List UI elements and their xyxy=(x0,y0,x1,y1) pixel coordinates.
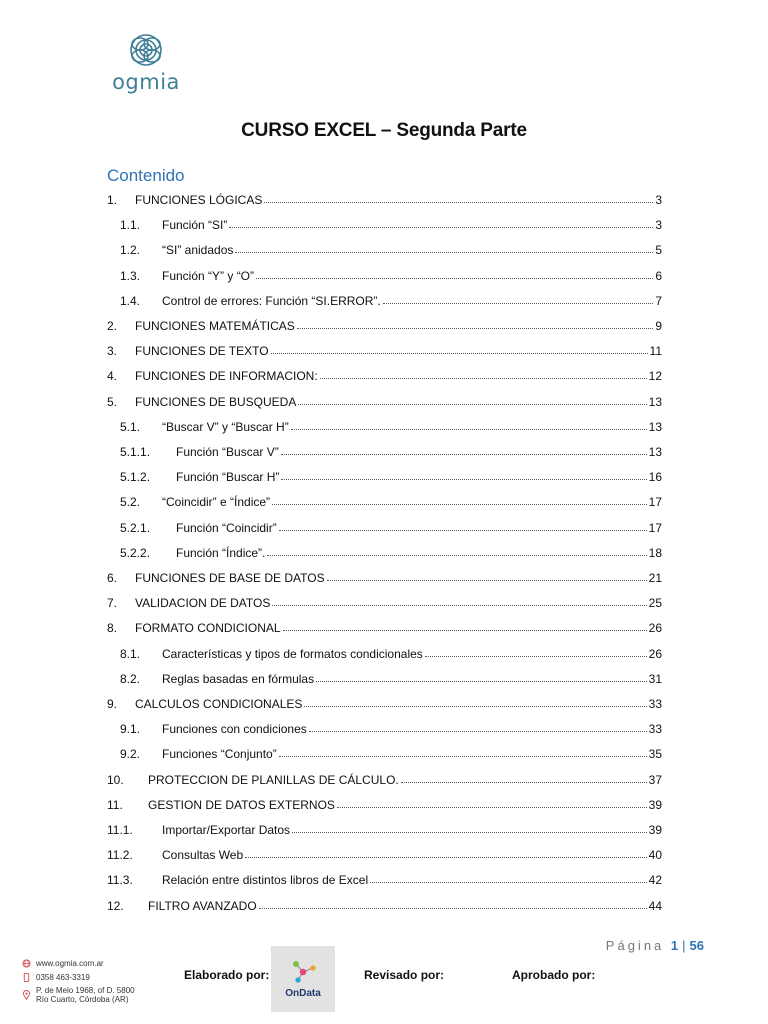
toc-entry-page: 26 xyxy=(648,646,662,661)
toc-entry-page: 31 xyxy=(648,671,662,686)
toc-entry-page: 6 xyxy=(655,268,662,283)
aprobado-label: Aprobado por: xyxy=(512,968,596,982)
toc-dot-leader xyxy=(264,202,653,203)
toc-entry-label: Características y tipos de formatos condicionales xyxy=(162,646,423,661)
toc-entry-number: 5.2. xyxy=(120,495,141,510)
toc-entry[interactable] xyxy=(120,716,662,736)
toc-entry-number: 3. xyxy=(107,344,118,359)
toc-entry-number: 5.1. xyxy=(120,419,141,434)
elaborado-label: Elaborado por: xyxy=(184,968,270,982)
toc-entry-label: “SI” anidados xyxy=(162,243,234,258)
toc-dot-leader xyxy=(259,908,647,909)
toc-dot-leader xyxy=(281,479,646,480)
toc-entry[interactable] xyxy=(120,641,662,661)
toc-dot-leader xyxy=(292,832,647,833)
toc-dot-leader xyxy=(297,328,654,329)
contact-address-line1: P. de Melo 1968, of D. 5800 xyxy=(36,986,135,995)
toc-entry-number: 9.1. xyxy=(120,722,141,737)
toc-dot-leader xyxy=(229,227,653,228)
ondata-wordmark: OnData xyxy=(285,988,321,999)
toc-entry-number: 6. xyxy=(107,571,118,585)
toc-entry-page: 5 xyxy=(655,243,662,258)
toc-entry-number: 8. xyxy=(107,621,118,636)
toc-entry-number: 1.1. xyxy=(120,218,141,233)
toc-dot-leader xyxy=(271,353,648,354)
toc-entry-number: 9. xyxy=(107,697,118,711)
toc-entry[interactable] xyxy=(120,439,662,459)
toc-entry-label: FUNCIONES DE INFORMACION: xyxy=(135,369,318,384)
ogmia-wordmark: ogmia xyxy=(112,70,180,94)
toc-entry-label: PROTECCION DE PLANILLAS DE CÁLCULO. xyxy=(148,772,399,787)
toc-entry-label: Función “Buscar H” xyxy=(176,470,280,485)
toc-entry-label: Reglas basadas en fórmulas xyxy=(162,671,315,686)
toc-entry-page: 7 xyxy=(655,293,662,308)
toc-entry-label: Función “Y” y “O” xyxy=(162,268,255,283)
toc-entry[interactable] xyxy=(107,867,662,887)
toc-entry[interactable] xyxy=(120,212,662,232)
toc-entry[interactable] xyxy=(120,741,662,761)
toc-entry-page: 35 xyxy=(648,747,662,762)
toc-entry-label: FILTRO AVANZADO xyxy=(148,898,257,913)
toc-dot-leader xyxy=(337,807,647,808)
toc-entry[interactable] xyxy=(107,893,662,913)
page-current: 1 xyxy=(670,938,679,953)
toc-entry-page: 18 xyxy=(648,545,662,560)
toc-entry-page: 3 xyxy=(655,218,662,233)
toc-entry-page: 16 xyxy=(648,470,662,485)
toc-entry-number: 5.1.1. xyxy=(120,445,151,459)
toc-entry-number: 5.2.2. xyxy=(120,545,151,560)
toc-entry-number: 2. xyxy=(107,319,118,333)
toc-entry-page: 25 xyxy=(648,596,662,611)
toc-dot-leader xyxy=(298,404,646,405)
toc-entry-number: 1.4. xyxy=(120,293,141,308)
toc-dot-leader xyxy=(245,857,646,858)
location-pin-icon xyxy=(22,991,31,1000)
toc-entry[interactable] xyxy=(120,288,662,308)
toc-entry-page: 26 xyxy=(648,621,662,636)
toc-entry-page: 3 xyxy=(655,193,662,207)
toc-entry[interactable] xyxy=(120,666,662,686)
ondata-logo xyxy=(271,946,335,1012)
ogmia-spiral-icon xyxy=(116,30,176,74)
toc-dot-leader xyxy=(316,681,647,682)
toc-entry[interactable] xyxy=(107,817,662,837)
toc-entry[interactable] xyxy=(107,338,662,358)
toc-entry-label: FORMATO CONDICIONAL xyxy=(135,621,281,636)
toc-entry-label: FUNCIONES MATEMÁTICAS xyxy=(135,319,295,333)
toc-entry-page: 12 xyxy=(648,369,662,384)
toc-entry[interactable] xyxy=(107,590,662,610)
toc-entry-number: 1. xyxy=(107,193,118,207)
toc-entry[interactable] xyxy=(107,363,662,383)
toc-entry-page: 40 xyxy=(648,848,662,863)
toc-entry-page: 37 xyxy=(648,772,662,787)
toc-dot-leader xyxy=(235,252,653,253)
toc-dot-leader xyxy=(383,303,654,304)
toc-entry-number: 10. xyxy=(107,772,124,787)
toc-entry-label: Función “SI” xyxy=(162,218,228,233)
page-word: Página xyxy=(605,938,665,953)
toc-entry-label: Función “Coincidir” xyxy=(176,520,277,535)
toc-entry-label: CALCULOS CONDICIONALES xyxy=(135,697,303,711)
toc-entry[interactable] xyxy=(107,187,662,207)
toc-entry-label: FUNCIONES LÓGICAS xyxy=(135,193,263,207)
toc-entry-label: FUNCIONES DE BASE DE DATOS xyxy=(135,571,325,585)
toc-entry[interactable] xyxy=(107,313,662,333)
toc-entry-number: 12. xyxy=(107,898,124,913)
toc-dot-leader xyxy=(320,378,647,379)
toc-entry-page: 13 xyxy=(648,445,662,459)
toc-entry-number: 1.2. xyxy=(120,243,141,258)
toc-entry[interactable] xyxy=(120,414,662,434)
toc-entry-number: 5. xyxy=(107,394,118,409)
toc-entry-label: Relación entre distintos libros de Excel xyxy=(162,873,369,888)
toc-entry-page: 39 xyxy=(648,797,662,812)
document-title: CURSO EXCEL – Segunda Parte xyxy=(241,120,527,141)
toc-entry-page: 39 xyxy=(648,823,662,837)
page-indicator xyxy=(606,938,704,953)
toc-dot-leader xyxy=(267,555,646,556)
toc-entry-label: “Buscar V” y “Buscar H” xyxy=(162,419,289,434)
revisado-label: Revisado por: xyxy=(364,968,445,982)
toc-entry[interactable] xyxy=(120,489,662,509)
toc-entry-label: FUNCIONES DE BUSQUEDA xyxy=(135,394,297,409)
toc-dot-leader xyxy=(291,429,647,430)
page-total: 56 xyxy=(689,938,704,953)
toc-entry-page: 9 xyxy=(655,319,662,333)
toc-dot-leader xyxy=(283,630,647,631)
toc-entry-label: FUNCIONES DE TEXTO xyxy=(135,344,269,359)
toc-dot-leader xyxy=(272,605,646,606)
toc-entry-number: 7. xyxy=(107,596,118,611)
toc-entry-label: Función “Buscar V” xyxy=(176,445,279,459)
toc-entry-page: 21 xyxy=(648,571,662,585)
toc-entry-page: 13 xyxy=(648,419,662,434)
toc-dot-leader xyxy=(401,782,647,783)
page-separator: | xyxy=(682,938,686,953)
toc-entry[interactable] xyxy=(120,263,662,283)
toc-entry-label: Importar/Exportar Datos xyxy=(162,823,291,837)
toc-entry-page: 44 xyxy=(648,898,662,913)
toc-dot-leader xyxy=(309,731,647,732)
toc-entry-label: Consultas Web xyxy=(162,848,244,863)
toc-entry-page: 17 xyxy=(648,520,662,535)
toc-entry-number: 11.2. xyxy=(107,848,133,863)
contact-address-line2: Río Cuarto, Córdoba (AR) xyxy=(36,995,129,1004)
toc-entry-number: 8.1. xyxy=(120,646,141,661)
toc-dot-leader xyxy=(279,530,647,531)
toc-entry-label: VALIDACION DE DATOS xyxy=(135,596,271,611)
toc-entry[interactable] xyxy=(120,540,662,560)
toc-entry-page: 33 xyxy=(648,722,662,737)
contact-phone: 0358 463-3319 xyxy=(36,972,90,982)
toc-entry[interactable] xyxy=(107,691,662,711)
toc-entry-number: 5.2.1. xyxy=(120,520,151,535)
toc-dot-leader xyxy=(370,882,647,883)
phone-icon xyxy=(22,973,31,982)
toc-entry[interactable] xyxy=(107,767,662,787)
toc-entry-label: GESTION DE DATOS EXTERNOS xyxy=(148,797,335,812)
toc-dot-leader xyxy=(304,706,646,707)
toc-entry-number: 9.2. xyxy=(120,747,141,762)
toc-dot-leader xyxy=(425,656,647,657)
toc-heading: Contenido xyxy=(107,166,185,185)
toc-dot-leader xyxy=(272,504,647,505)
toc-entry-page: 11 xyxy=(649,344,662,359)
toc-entry-number: 11.1. xyxy=(107,823,133,837)
toc-entry[interactable] xyxy=(107,615,662,635)
toc-entry-number: 1.3. xyxy=(120,268,141,283)
toc-entry-number: 11. xyxy=(107,797,123,812)
toc-entry[interactable] xyxy=(120,237,662,257)
ogmia-logo xyxy=(106,30,186,100)
toc-entry-number: 8.2. xyxy=(120,671,141,686)
toc-entry-page: 42 xyxy=(648,873,662,888)
toc-entry-page: 17 xyxy=(648,495,662,510)
globe-icon xyxy=(22,959,31,968)
toc-entry-number: 5.1.2. xyxy=(120,470,151,485)
toc-dot-leader xyxy=(279,756,647,757)
contact-web: www.ogmia.com.ar xyxy=(36,958,104,968)
toc-entry[interactable] xyxy=(120,515,662,535)
toc-entry-label: Control de errores: Función “SI.ERROR”. xyxy=(162,293,381,308)
toc-entry[interactable] xyxy=(107,842,662,862)
toc-entry-label: Funciones “Conjunto” xyxy=(162,747,277,762)
toc-entry-page: 33 xyxy=(648,697,662,711)
toc-dot-leader xyxy=(281,454,647,455)
toc-entry-label: Función “Índice”. xyxy=(176,545,266,560)
toc-entry-page: 13 xyxy=(648,394,662,409)
toc-dot-leader xyxy=(327,580,647,581)
toc-dot-leader xyxy=(256,278,653,279)
toc-entry[interactable] xyxy=(120,464,662,484)
toc-entry-number: 4. xyxy=(107,369,118,384)
toc-entry[interactable] xyxy=(107,565,662,585)
contact-info xyxy=(22,956,135,1006)
ondata-dots-icon xyxy=(287,956,319,986)
toc-entry-number: 11.3. xyxy=(107,873,133,888)
toc-entry[interactable] xyxy=(107,389,662,409)
toc-entry[interactable] xyxy=(107,792,662,812)
toc-entry-label: Funciones con condiciones xyxy=(162,722,307,737)
toc-entry-label: “Coincidir” e “Índice” xyxy=(162,495,271,510)
